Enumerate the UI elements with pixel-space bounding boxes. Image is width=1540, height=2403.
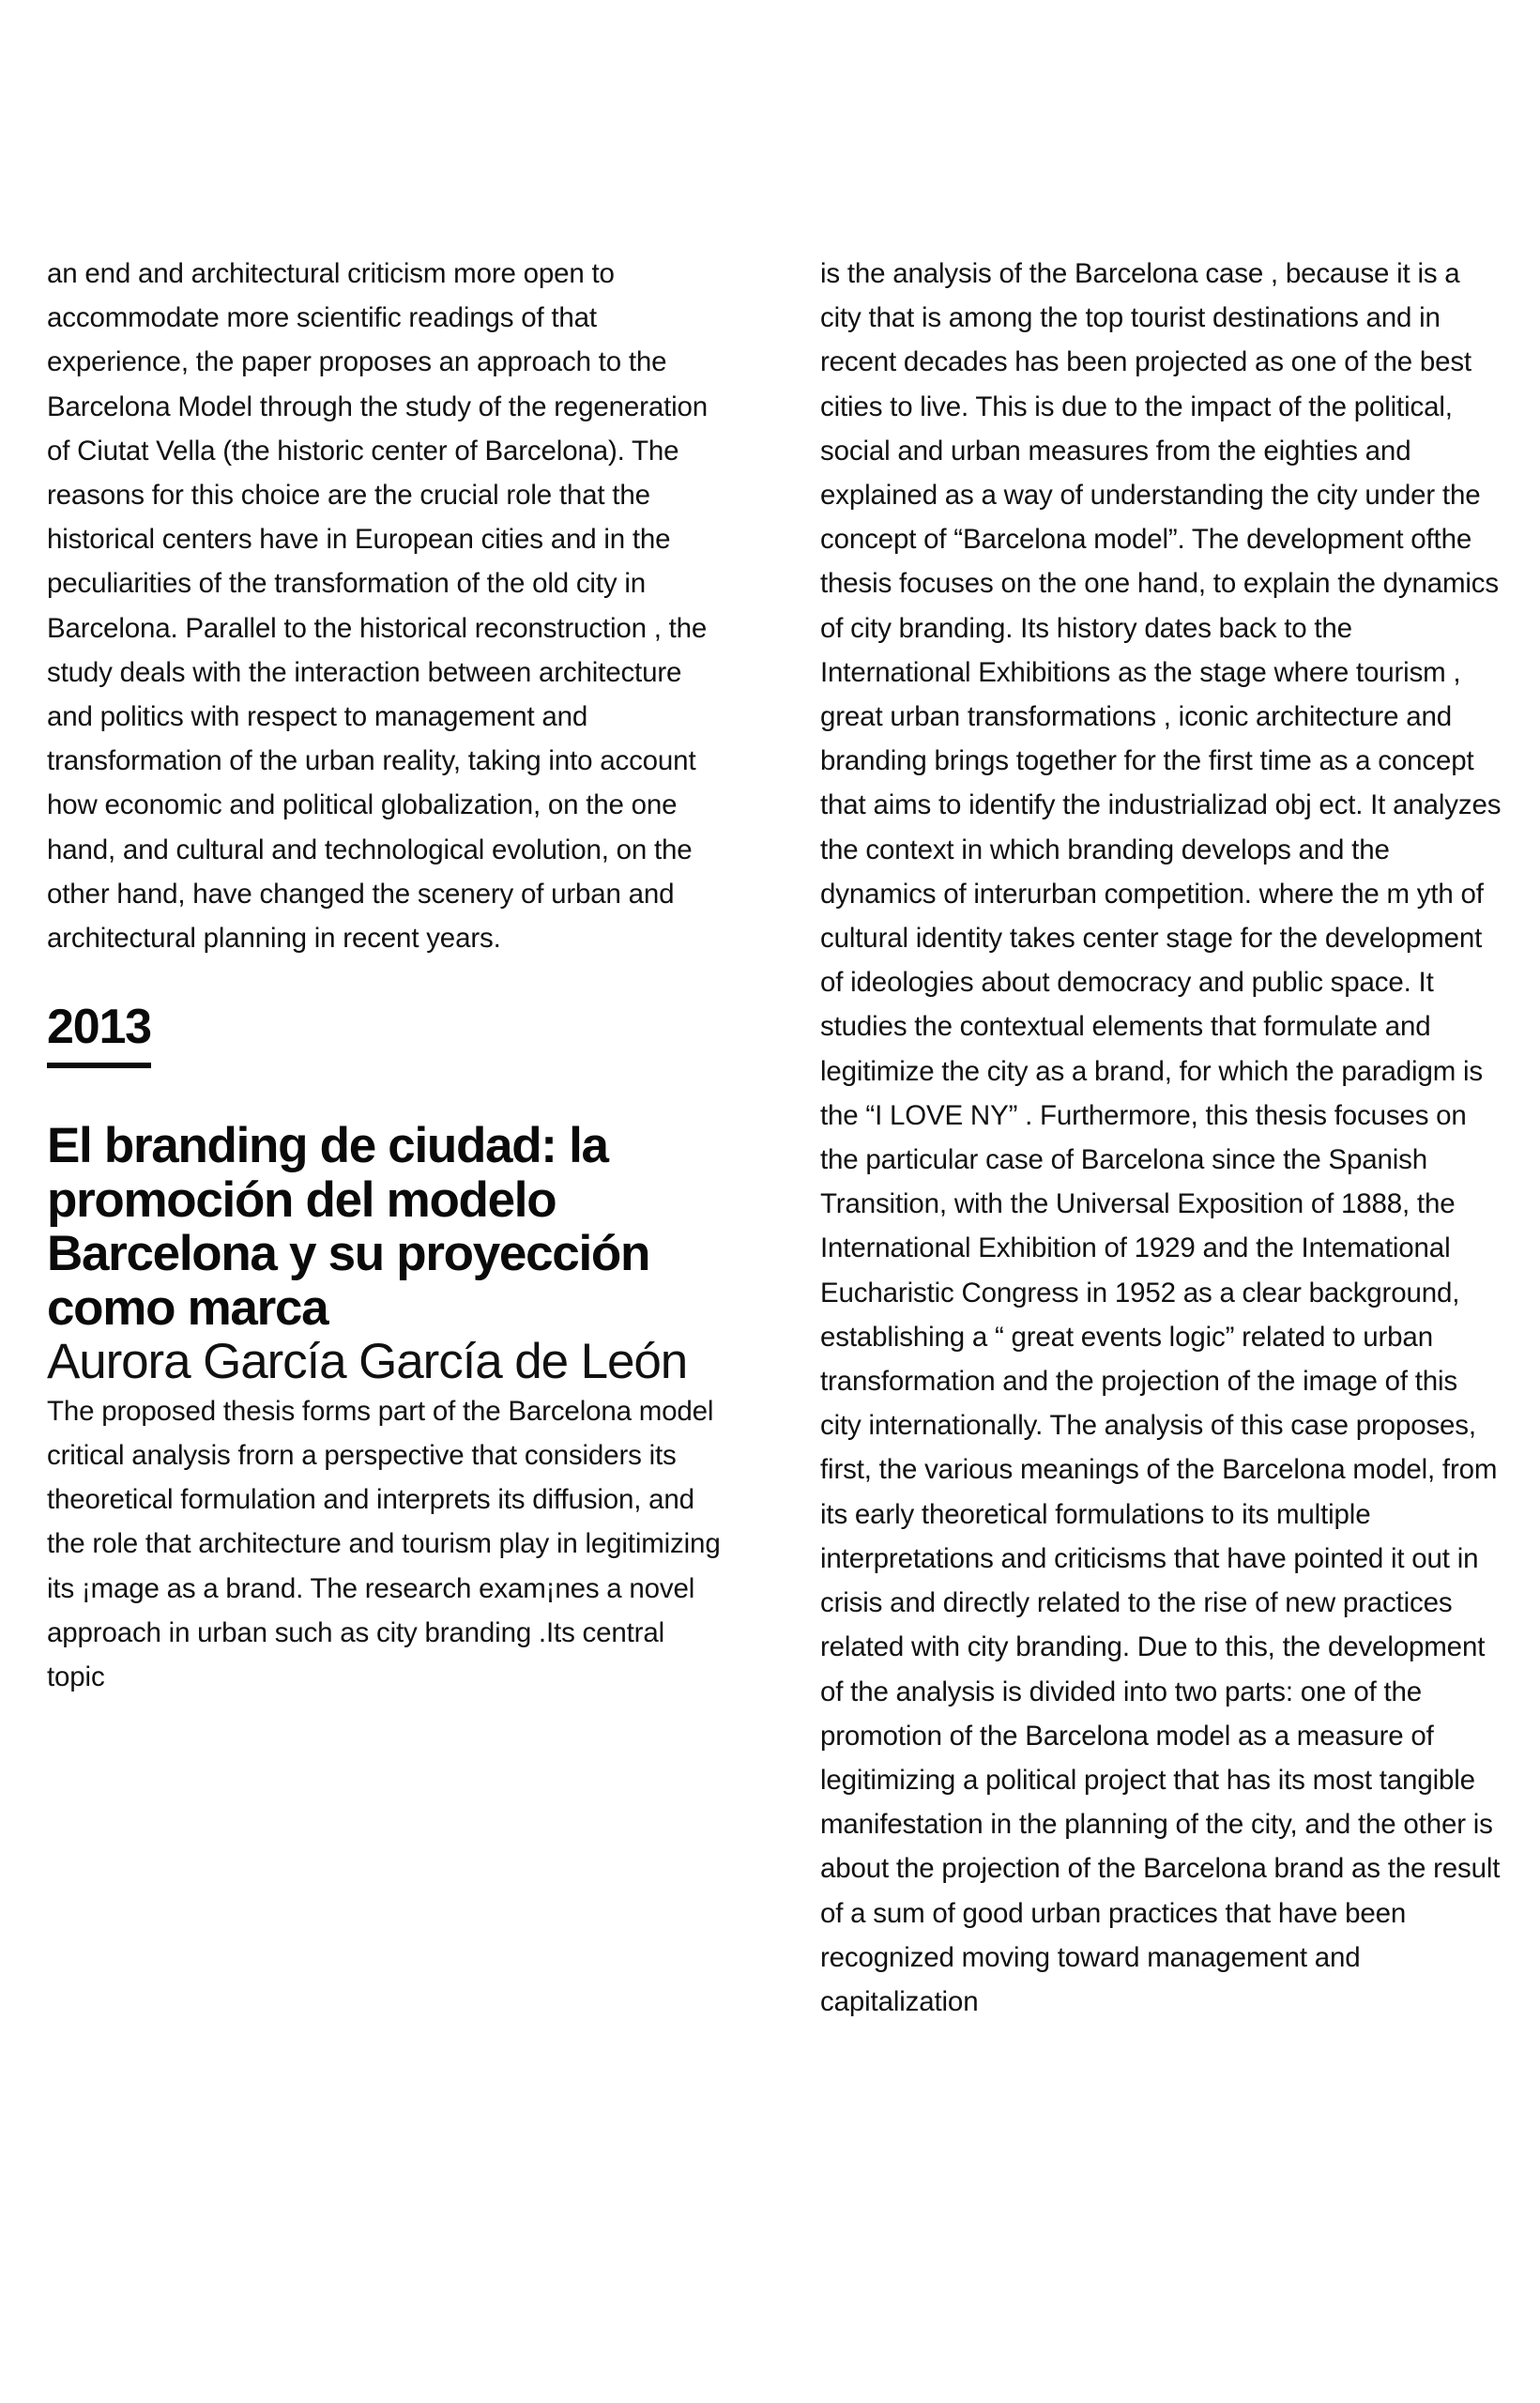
entry-author: Aurora García García de León <box>47 1334 688 1390</box>
right-column <box>820 252 1502 2024</box>
year-heading: 2013 <box>47 1000 151 1068</box>
entry-abstract: The proposed thesis forms part of the Barcelona model critical analysis frorn a perspective that considers its theoretical formulation and interprets its diffusion, and the role that architecture and tourism play in legitimizing its ¡mage as a brand. The research exam¡nes a novel approach in urban such as city branding .Its central topic <box>47 1395 721 1692</box>
two-column-layout <box>47 252 1502 2024</box>
abstract-continued: is the analysis of the Barcelona case , because it is a city that is among the top tourist destinations and in recent decades has been projected as one of the best cities to live. This is due to the impact of the political, social and urban measures from the eighties and explained as a way of understanding the city under the concept of “Barcelona model”. The development ofthe thesis focuses on the one hand, to explain the dynamics of city branding. Its history dates back to the International Exhibitions as the stage where tourism , great urban transformations , iconic architecture and branding brings together for the first time as a concept that aims to identify the industrializad obj ect. It analyzes the context in which branding develops and the dynamics of interurban competition. where the m yth of cultural identity takes center stage for the development of ideologies about democracy and public space. It studies the contextual elements that formulate and legitimize the city as a brand, for which the paradigm is the “I LOVE NY” . Furthermore, this thesis focuses on the particular case of Barcelona since the Spanish Transition, with the Universal Exposition of 1888, the International Exhibition of 1929 and the Intemational Eucharistic Congress in 1952 as a clear background, establishing a “ great events logic” related to urban transformation and the projection of the image of this city internationally. The analysis of this case proposes, first, the various meanings of the Barcelona model, from its early theoretical formulations to its multiple interpretations and criticisms that have pointed it out in crisis and directly related to the rise of new practices related with city branding. Due to this, the development of the analysis is divided into two parts: one of the promotion of the Barcelona model as a measure of legitimizing a political project that has its most tangible manifestation in the planning of the city, and the other is about the projection of the Barcelona brand as the result of a sum of good urban practices that have been recognized moving toward management and capitalization <box>820 258 1502 2017</box>
entry-title: El branding de ciudad: la promoción del modelo Barcelona y su proyección como marca <box>47 1118 650 1336</box>
year-heading-wrapper <box>47 1000 729 1068</box>
left-column <box>47 252 729 1699</box>
continued-paragraph: an end and architectural criticism more open to accommodate more scientific readings of that experience, the paper proposes an approach to the Barcelona Model through the study of the regeneration of Ciutat Vella (the historic center of Barcelona). The reasons for this choice are the crucial role that the historical centers have in European cities and in the peculiarities of the transformation of the old city in Barcelona. Parallel to the historical reconstruction , the study deals with the interaction between architecture and politics with respect to management and transformation of the urban reality, taking into account how economic and political globalization, on the one hand, and cultural and technological evolution, on the other hand, have changed the scenery of urban and architectural planning in recent years. <box>47 258 709 955</box>
